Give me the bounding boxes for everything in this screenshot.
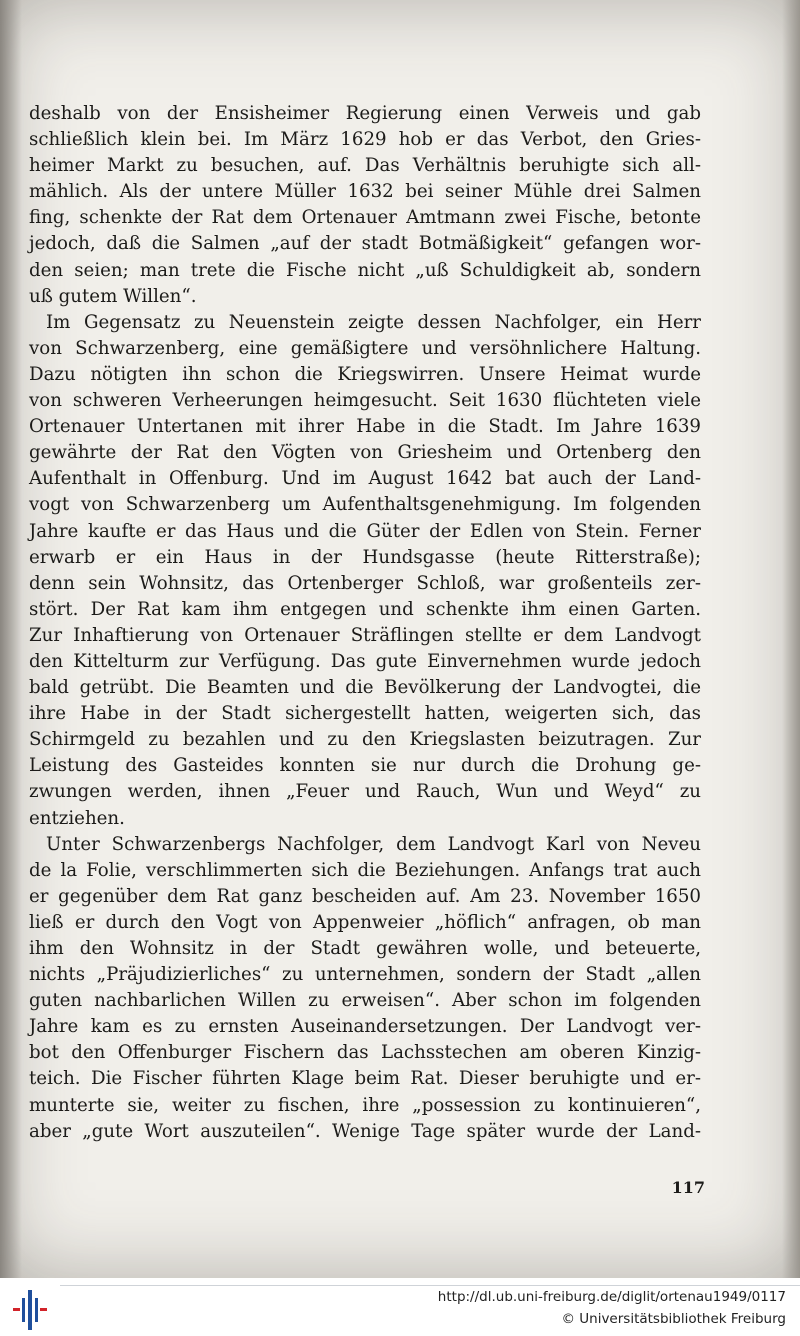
- text-line: entziehen.: [29, 807, 125, 829]
- text-line: guten nachbarlichen Willen zu erweisen“. Aber schon im folgenden: [29, 990, 701, 1012]
- text-line: de la Folie, verschlimmerten sich die Beziehungen. Anfangs trat auch: [29, 859, 701, 881]
- text-line: Aufenthalt in Offenburg. Und im August 1642 bat auch der Land-: [29, 468, 701, 490]
- text-line: gewährte der Rat den Vögten von Griesheim und Ortenberg den: [29, 442, 701, 464]
- text-line: mählich. Als der untere Müller 1632 bei seiner Mühle drei Salmen: [29, 181, 701, 203]
- text-line: heimer Markt zu besuchen, auf. Das Verhältnis beruhigte sich all-: [29, 155, 701, 177]
- permalink-link[interactable]: http://dl.ub.uni-freiburg.de/diglit/ortenau1949/0117: [437, 1289, 786, 1305]
- text-line: nichts „Präjudizierliches“ zu unternehmen, sondern der Stadt „allen: [29, 964, 701, 986]
- text-line: fing, schenkte der Rat dem Ortenauer Amtmann zwei Fische, betonte: [29, 207, 701, 229]
- scan-shadow-right: [782, 0, 800, 1278]
- text-line: erwarb er ein Haus in der Hundsgasse (heute Ritterstraße);: [29, 546, 701, 568]
- paragraph-start-line: Unter Schwarzenbergs Nachfolger, dem Landvogt Karl von Neveu: [46, 833, 701, 855]
- text-line: Dazu nötigten ihn schon die Kriegswirren. Unsere Heimat wurde: [29, 363, 701, 385]
- text-line: von Schwarzenberg, eine gemäßigtere und versöhnlichere Haltung.: [29, 337, 701, 359]
- text-line: Schirmgeld zu bezahlen und zu den Kriegslasten beizutragen. Zur: [29, 729, 701, 751]
- text-line: bald getrübt. Die Beamten und die Bevölkerung der Landvogtei, die: [29, 677, 701, 699]
- text-line: den Kittelturm zur Verfügung. Das gute Einvernehmen wurde jedoch: [29, 650, 701, 672]
- copyright-notice: © Universitätsbibliothek Freiburg: [561, 1311, 786, 1327]
- text-line: von schweren Verheerungen heimgesucht. Seit 1630 flüchteten viele: [29, 390, 701, 412]
- ub-freiburg-logo-icon[interactable]: [10, 1288, 50, 1332]
- viewer-footer: [0, 1278, 800, 1336]
- text-line: Zur Inhaftierung von Ortenauer Sträflingen stellte er dem Landvogt: [29, 624, 701, 646]
- text-line: ihre Habe in der Stadt sichergestellt hatten, weigerten sich, das: [29, 703, 701, 725]
- text-line: schließlich klein bei. Im März 1629 hob er das Verbot, den Gries-: [29, 129, 701, 151]
- page-number: 117: [671, 1178, 705, 1197]
- text-line: er gegenüber dem Rat ganz bescheiden auf. Am 23. November 1650: [29, 885, 701, 907]
- text-line: ließ er durch den Vogt von Appenweier „höflich“ anfragen, ob man: [29, 911, 701, 933]
- body-text: [29, 101, 701, 1145]
- footer-divider: [60, 1285, 800, 1286]
- text-line: ihm den Wohnsitz in der Stadt gewähren wolle, und beteuerte,: [29, 938, 701, 959]
- text-line: teich. Die Fischer führten Klage beim Rat. Dieser beruhigte und er-: [29, 1068, 701, 1090]
- text-line: stört. Der Rat kam ihm entgegen und schenkte ihm einen Garten.: [29, 598, 701, 620]
- text-line: bot den Offenburger Fischern das Lachsstechen am oberen Kinzig-: [29, 1042, 701, 1064]
- text-line: vogt von Schwarzenberg um Aufenthaltsgenehmigung. Im folgenden: [29, 494, 701, 516]
- text-line: uß gutem Willen“.: [29, 285, 197, 307]
- text-line: jedoch, daß die Salmen „auf der stadt Botmäßigkeit“ gefangen wor-: [29, 233, 701, 255]
- text-line: aber „gute Wort auszuteilen“. Wenige Tage später wurde der Land-: [29, 1120, 701, 1142]
- text-line: denn sein Wohnsitz, das Ortenberger Schloß, war großenteils zer-: [29, 572, 701, 594]
- text-line: den seien; man trete die Fische nicht „uß Schuldigkeit ab, sondern: [29, 259, 701, 281]
- text-line: zwungen werden, ihnen „Feuer und Rauch, Wun und Weyd“ zu: [29, 781, 701, 803]
- scan-shadow-left: [0, 0, 22, 1278]
- text-line: Jahre kam es zu ernsten Auseinandersetzungen. Der Landvogt ver-: [29, 1016, 701, 1038]
- text-line: Jahre kaufte er das Haus und die Güter der Edlen von Stein. Ferner: [29, 520, 701, 542]
- text-line: deshalb von der Ensisheimer Regierung einen Verweis und gab: [29, 103, 701, 124]
- text-line: Ortenauer Untertanen mit ihrer Habe in die Stadt. Im Jahre 1639: [29, 416, 701, 438]
- text-line: Leistung des Gasteides konnten sie nur durch die Drohung ge-: [29, 755, 701, 777]
- paragraph-start-line: Im Gegensatz zu Neuenstein zeigte dessen Nachfolger, ein Herr: [46, 311, 701, 333]
- text-line: munterte sie, weiter zu fischen, ihre „possession zu kontinuieren“,: [29, 1094, 701, 1116]
